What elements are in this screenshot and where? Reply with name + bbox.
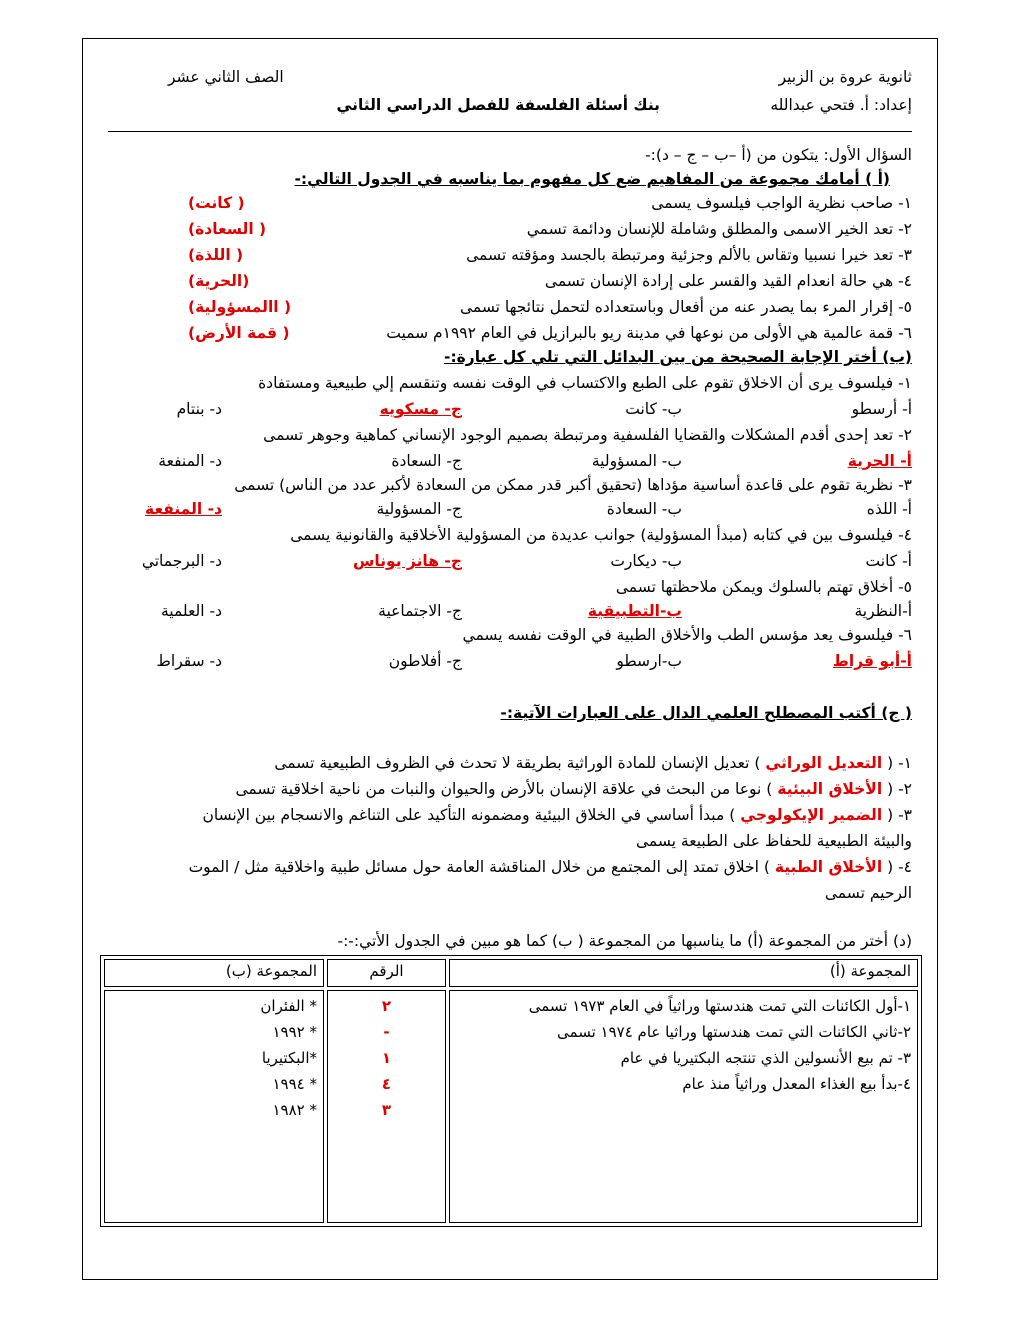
part-c-item: ٤- ( الأخلاق الطبية ) اخلاق تمتد إلى المجتمع من خلال المناقشة العامة حول مسائل طبية واخلاقية مثل / الموت	[188, 858, 912, 876]
part-b-options: أ- أرسطو ب- كانت ج- مسكويه د- بنتام	[108, 396, 912, 422]
part-c-answer: التعديل الوراثي	[765, 754, 883, 772]
part-c-item-continued: والبيئة الطبيعية للحفاظ على الطبيعة يسمى	[635, 832, 912, 850]
part-b-options: أ- الحرية ب- المسؤولية ج- السعادة د- المنفعة	[108, 448, 912, 474]
number-cell	[327, 990, 446, 1223]
question-1-intro: السؤال الأول: يتكون من (أ –ب – ج – د):-	[645, 146, 912, 164]
grade-label: الصف الثاني عشر	[168, 68, 284, 86]
group-b-item: * ١٩٩٤	[272, 1075, 317, 1093]
part-d-heading: (د) أختر من المجموعة (أ) ما يناسبها من المجموعة ( ب) كما هو مبين في الجدول الأتي:-:-	[337, 932, 912, 950]
correct-option: أ- الحرية	[847, 452, 912, 470]
group-b-cell	[104, 990, 324, 1223]
part-a-item: ١- صاحب نظرية الواجب فيلسوف يسمى ( كانت)	[108, 190, 912, 216]
group-a-item: ١-أول الكائنات التي تمت هندستها وراثياً في العام ١٩٧٣ تسمى	[528, 997, 911, 1015]
part-a-item: ٣- تعد خيرا نسبيا وتقاس بالألم وجزئية ومرتبطة بالجسد ومؤقته تسمى ( اللذة)	[108, 242, 912, 268]
part-b-question: ٤- فيلسوف بين في كتابه (مبدأ المسؤولية) جوانب عديدة من المسؤولية الأخلاقية والقانونية يسمى	[290, 526, 912, 544]
group-b-item: * ١٩٩٢	[272, 1023, 317, 1041]
part-a-heading: (أ ) أمامك مجموعة من المفاهيم ضع كل مفهوم بما يناسبه في الجدول التالي:-	[294, 170, 890, 188]
group-a-item: ٤-بدأ بيع الغذاء المعدل وراثياً منذ عام	[682, 1075, 911, 1093]
header-row-1	[108, 64, 912, 90]
part-c-item-continued: الرحيم تسمى	[824, 884, 912, 902]
part-b-heading: (ب) أختر الإجابة الصحيحة من بين البدائل التي تلي كل عبارة:-	[444, 348, 912, 366]
part-b-options: أ- كانت ب- ديكارت ج- هانز يوناس د- البرجماتي	[108, 548, 912, 574]
correct-option: ب-التطبيقية	[587, 602, 682, 620]
matching-table	[100, 955, 922, 1227]
part-b-options: أ-أبو قراط ب-ارسطو ج- أفلاطون د- سقراط	[108, 648, 912, 674]
correct-option: ج- مسكويه	[379, 400, 462, 418]
part-c-answer: الضمير الإيكولوجي	[740, 806, 883, 824]
part-b-options: أ-النظرية ب-التطبيقية ج- الاجتماعية د- العلمية	[108, 598, 912, 624]
part-a-item: ٥- إقرار المرء بما يصدر عنه من أفعال وباستعداده لتحمل نتائجها تسمى ( االمسؤولية)	[108, 294, 912, 320]
part-c-item: ٣- ( الضمير الإيكولوجي ) مبدأ أساسي في الخلاق البيئية ومضمونه التأكيد على التناغم والانسجام بين الإنسان	[202, 806, 912, 824]
author-label: إعداد: أ. فتحي عبدالله	[770, 96, 912, 114]
part-b-options: أ- اللذه ب- السعادة ج- المسؤولية د- المنفعة	[108, 496, 912, 522]
part-b-question: ٢- تعد إحدى أقدم المشكلات والقضايا الفلسفية ومرتبطة بصميم الوجود الإنساني كماهية وجوهر تسمى	[263, 426, 912, 444]
match-number: ٣	[381, 1101, 392, 1119]
group-a-item: ٢-ثاني الكائنات التي تمت هندستها وراثيا عام ١٩٧٤ تسمى	[557, 1023, 911, 1041]
correct-option: د- المنفعة	[145, 500, 222, 518]
part-b-question: ٦- فيلسوف يعد مؤسس الطب والأخلاق الطبية في الوقت نفسه يسمي	[462, 626, 912, 644]
part-a-item: ٦- قمة عالمية هي الأولى من نوعها في مدينة ريو بالبرازيل في العام ١٩٩٢م سميت ( قمة الأرض)	[108, 320, 912, 346]
part-c-answer: الأخلاق البيئية	[777, 780, 883, 798]
part-c-item: ١- ( التعديل الوراثي ) تعديل الإنسان للمادة الوراثية بطريقة لا تحدث في الظروف الطبيعية تسمى	[274, 754, 912, 772]
part-a-answer: ( االمسؤولية)	[188, 298, 292, 316]
part-a-answer: ( كانت)	[188, 194, 245, 212]
part-a-answer: ( اللذة)	[188, 246, 244, 264]
part-a-item: ٤- هي حالة انعدام القيد والقسر على إرادة الإنسان تسمى (الحرية)	[108, 268, 912, 294]
part-b-question: ٣- نظرية تقوم على قاعدة أساسية مؤداها (تحقيق أكبر قدر ممكن من السعادة لأكبر عدد من الناس) تسمى	[234, 476, 912, 494]
document-title: بنك أسئلة الفلسفة للفصل الدراسي الثاني	[336, 96, 660, 114]
header-divider	[108, 131, 912, 132]
group-b-header: المجموعة (ب)	[104, 959, 324, 987]
match-number: ١	[381, 1049, 392, 1067]
correct-option: ج- هانز يوناس	[353, 552, 462, 570]
number-header: الرقم	[327, 959, 446, 987]
part-b-question: ٥- أخلاق تهتم بالسلوك ويمكن ملاحظتها تسمى	[615, 578, 912, 596]
group-a-item: ٣- تم بيع الأنسولين الذي تنتجه البكتيريا في عام	[620, 1049, 911, 1067]
part-c-item: ٢- ( الأخلاق البيئية ) نوعا من البحث في علاقة الإنسان بالأرض والحيوان والنبات من ناحية اخلاقية تسمى	[235, 780, 912, 798]
group-b-item: *البكتيريا	[261, 1049, 317, 1067]
part-b-question: ١- فيلسوف يرى أن الاخلاق تقوم على الطبع والاكتساب في الوقت نفسه وتنقسم إلي طبيعية ومستفادة	[258, 374, 912, 392]
correct-option: أ-أبو قراط	[832, 652, 912, 670]
match-number: -	[383, 1023, 390, 1041]
group-a-cell	[449, 990, 918, 1223]
header-row-2	[108, 92, 912, 118]
part-a-answer: (الحرية)	[188, 272, 250, 290]
part-c-answer: الأخلاق الطبية	[774, 858, 883, 876]
part-a-item: ٢- تعد الخير الاسمى والمطلق وشاملة للإنسان ودائمة تسمي ( السعادة)	[108, 216, 912, 242]
part-c-heading: ( ج) أكتب المصطلح العلمي الدال على العبارات الآتية:-	[500, 704, 912, 722]
match-number: ٤	[381, 1075, 392, 1093]
part-a-answer: ( السعادة)	[188, 220, 267, 238]
group-b-item: * الفئران	[260, 997, 317, 1015]
school-name: ثانوية عروة بن الزبير	[778, 68, 912, 86]
part-a-answer: ( قمة الأرض)	[188, 324, 290, 342]
group-a-header: المجموعة (أ)	[449, 959, 918, 987]
match-number: ٢	[381, 997, 392, 1015]
group-b-item: * ١٩٨٢	[272, 1101, 317, 1119]
